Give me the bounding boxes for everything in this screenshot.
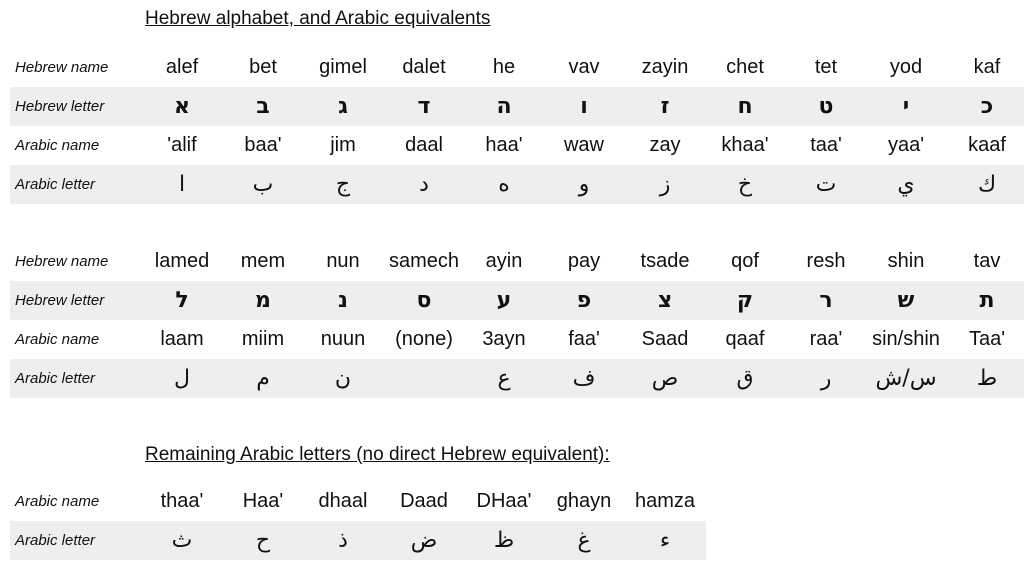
arabic-name-cell: Taa' (968, 328, 1006, 350)
arabic-name-cell: Haa' (242, 490, 284, 512)
section-subtitle: Remaining Arabic letters (no direct Hebrew equivalent): (145, 444, 610, 465)
hebrew-name-row (10, 48, 1024, 87)
arabic-name-cell: kaaf (968, 134, 1006, 156)
row-label: Arabic letter (15, 176, 96, 193)
arabic-letter-cell: غ (577, 528, 591, 553)
row-label: Arabic name (15, 137, 100, 154)
remaining-arabic-table (10, 482, 706, 560)
arabic-letter-cell: س/ش (875, 366, 937, 391)
hebrew-letter-cell: צ (657, 288, 673, 313)
hebrew-name-cell: pay (567, 250, 601, 272)
arabic-name-cell: zay (649, 134, 681, 156)
arabic-letter-cell: ج (335, 172, 351, 197)
alphabet-table-2 (10, 242, 1024, 398)
arabic-name-cell: ghayn (556, 490, 612, 512)
arabic-letter-cell: ب (252, 172, 274, 197)
arabic-name-cell: DHaa' (476, 490, 532, 512)
arabic-name-cell: raa' (809, 328, 843, 350)
row-label: Arabic letter (15, 370, 96, 387)
hebrew-letter-cell: ס (416, 288, 432, 313)
hebrew-letter-cell: א (173, 94, 191, 119)
arabic-letter-cell: ض (410, 528, 438, 553)
arabic-name-cell: Daad (400, 490, 448, 512)
hebrew-letter-row (10, 281, 1024, 320)
hebrew-letter-cell: מ (255, 288, 271, 313)
arabic-letter-cell: ن (334, 366, 352, 391)
hebrew-letter-cell: ג (338, 94, 348, 119)
arabic-name-cell: (none) (395, 328, 453, 350)
arabic-letter-cell: ث (171, 528, 193, 553)
hebrew-letter-cell: ת (979, 288, 995, 313)
hebrew-name-cell: tet (814, 56, 838, 78)
arabic-letter-cell: ر (820, 366, 832, 391)
arabic-name-cell: haa' (485, 134, 523, 156)
row-label: Arabic letter (15, 532, 96, 549)
arabic-letter-row (10, 521, 706, 560)
arabic-name-row (10, 320, 1024, 359)
arabic-letter-cell: و (578, 172, 590, 197)
hebrew-name-cell: alef (165, 56, 199, 78)
arabic-name-cell: sin/shin (872, 328, 940, 350)
hebrew-name-cell: zayin (641, 56, 689, 78)
hebrew-name-cell: chet (726, 56, 764, 78)
arabic-letter-cell: ي (897, 172, 915, 197)
alphabet-table-1 (10, 48, 1024, 204)
arabic-letter-cell: ء (659, 528, 671, 553)
arabic-letter-cell: م (256, 366, 270, 391)
arabic-letter-cell: ظ (493, 528, 515, 553)
arabic-letter-cell: ا (178, 172, 186, 197)
arabic-letter-cell: ط (976, 366, 998, 391)
arabic-name-cell: Saad (641, 328, 689, 350)
arabic-letter-cell: ق (736, 366, 754, 391)
hebrew-name-cell: nun (326, 250, 360, 272)
arabic-name-cell: miim (241, 328, 285, 350)
arabic-name-cell: 3ayn (482, 328, 526, 350)
hebrew-name-cell: shin (887, 250, 925, 272)
hebrew-letter-cell: כ (980, 94, 994, 119)
hebrew-letter-cell: י (902, 94, 910, 119)
arabic-letter-cell: ف (572, 366, 596, 391)
arabic-name-row (10, 126, 1024, 165)
arabic-letter-cell (384, 359, 464, 398)
hebrew-letter-cell: ד (417, 94, 431, 119)
arabic-letter-cell: ز (659, 172, 671, 197)
hebrew-name-cell: lamed (154, 250, 210, 272)
row-label: Hebrew letter (15, 292, 105, 309)
hebrew-name-cell: samech (388, 250, 460, 272)
hebrew-letter-cell: ע (496, 288, 512, 313)
arabic-letter-cell: ل (174, 366, 190, 391)
arabic-name-cell: nuun (320, 328, 366, 350)
arabic-name-cell: hamza (634, 490, 696, 512)
arabic-name-cell: daal (405, 134, 443, 156)
hebrew-name-cell: qof (731, 250, 759, 272)
hebrew-letter-cell: ל (175, 288, 189, 313)
arabic-letter-cell: ح (255, 528, 271, 553)
arabic-name-cell: jim (330, 134, 356, 156)
row-label: Hebrew name (15, 59, 109, 76)
arabic-name-cell: faa' (568, 328, 600, 350)
arabic-name-cell: thaa' (160, 490, 204, 512)
row-label: Arabic name (15, 493, 100, 510)
arabic-name-cell: baa' (244, 134, 282, 156)
arabic-letter-cell: ذ (338, 528, 348, 553)
row-label: Arabic name (15, 331, 100, 348)
hebrew-letter-cell: נ (338, 288, 348, 313)
hebrew-letter-cell: ה (496, 94, 512, 119)
hebrew-letter-cell: ר (819, 288, 833, 313)
arabic-letter-row (10, 359, 1024, 398)
arabic-letter-cell: ك (977, 172, 997, 197)
arabic-name-cell: laam (160, 328, 204, 350)
arabic-name-cell: khaa' (721, 134, 769, 156)
arabic-letter-cell: خ (737, 172, 753, 197)
hebrew-letter-cell: ק (736, 288, 754, 313)
hebrew-name-cell: he (492, 56, 516, 78)
hebrew-name-cell: kaf (973, 56, 1001, 78)
hebrew-name-cell: tav (973, 250, 1001, 272)
arabic-name-cell: 'alif (167, 134, 197, 156)
hebrew-name-row (10, 242, 1024, 281)
arabic-name-cell: waw (563, 134, 604, 156)
hebrew-letter-cell: ו (580, 94, 588, 119)
arabic-name-cell: taa' (810, 134, 842, 156)
arabic-name-cell: qaaf (725, 328, 765, 350)
hebrew-name-cell: mem (240, 250, 286, 272)
hebrew-letter-cell: ש (897, 288, 915, 313)
hebrew-name-cell: yod (889, 56, 923, 78)
hebrew-name-cell: vav (568, 56, 600, 78)
hebrew-letter-row (10, 87, 1024, 126)
hebrew-name-cell: dalet (402, 56, 446, 78)
hebrew-letter-cell: ח (737, 94, 753, 119)
hebrew-name-cell: ayin (485, 250, 523, 272)
hebrew-letter-cell: ב (256, 94, 270, 119)
hebrew-name-cell: gimel (319, 56, 367, 78)
arabic-name-cell: yaa' (887, 134, 925, 156)
page-title: Hebrew alphabet, and Arabic equivalents (145, 8, 491, 29)
hebrew-letter-cell: ז (660, 94, 670, 119)
hebrew-name-cell: bet (249, 56, 277, 78)
hebrew-letter-cell: פ (576, 288, 592, 313)
arabic-letter-cell: ع (497, 366, 511, 391)
arabic-letter-cell: ه (498, 172, 510, 197)
arabic-letter-cell: د (419, 172, 429, 197)
arabic-name-row (10, 482, 706, 521)
hebrew-name-cell: tsade (640, 250, 690, 272)
hebrew-letter-cell: ט (818, 94, 834, 119)
arabic-name-cell: dhaal (318, 490, 368, 512)
arabic-letter-row (10, 165, 1024, 204)
arabic-letter-cell: ص (651, 366, 679, 391)
arabic-letter-cell: ت (815, 172, 837, 197)
row-label: Hebrew letter (15, 98, 105, 115)
hebrew-name-cell: resh (806, 250, 846, 272)
row-label: Hebrew name (15, 253, 109, 270)
